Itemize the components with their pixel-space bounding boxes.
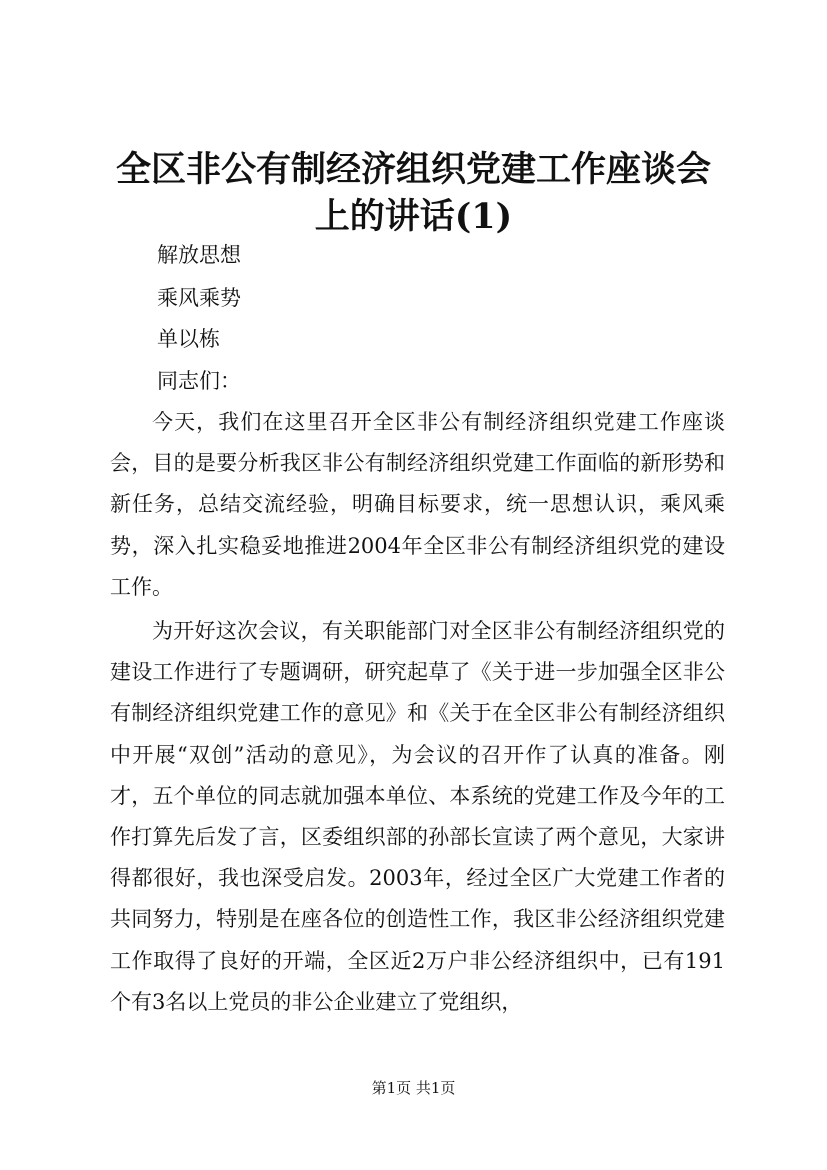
subtitle-line-2: 乘风乘势 bbox=[157, 286, 241, 310]
salutation: 同志们： bbox=[157, 369, 241, 393]
page-footer: 第1页 共1页 bbox=[371, 1079, 456, 1097]
subtitle-line-1: 解放思想 bbox=[157, 243, 241, 267]
paragraph-2: 为开好这次会议，有关职能部门对全区非公有制经济组织党的建设工作进行了专题调研，研究起草了《关于进一步加强全区非公有制经济组织党建工作的意见》和《关于在全区非公有制经济组织中开展“双创”活动的意见》，为会议的召开作了认真的准备。刚才，五个单位的同志就加强本单位、本系统的党建工作及今年的工作打算先后发了言，区委组织部的孙部长宣读了两个意见，大家讲得都很好，我也深受启发。2003年，经过全区广大党建工作者的共同努力，特别是在座各位的创造性工作，我区非公经济组织党建工作取得了良好的开端，全区近2万户非公经济组织中，已有191个有3名以上党员的非公企业建立了党组织， bbox=[110, 619, 725, 1014]
author-name: 单以栋 bbox=[157, 327, 220, 351]
paragraph-1: 今天，我们在这里召开全区非公有制经济组织党建工作座谈会，目的是要分析我区非公有制经济组织党建工作面临的新形势和新任务，总结交流经验，明确目标要求，统一思想认识，乘风乘势，深入扎实稳妥地推进2004年全区非公有制经济组织党的建设工作。 bbox=[110, 410, 725, 599]
document-title: 全区非公有制经济组织党建工作座谈会上的讲话(1) bbox=[115, 149, 711, 237]
